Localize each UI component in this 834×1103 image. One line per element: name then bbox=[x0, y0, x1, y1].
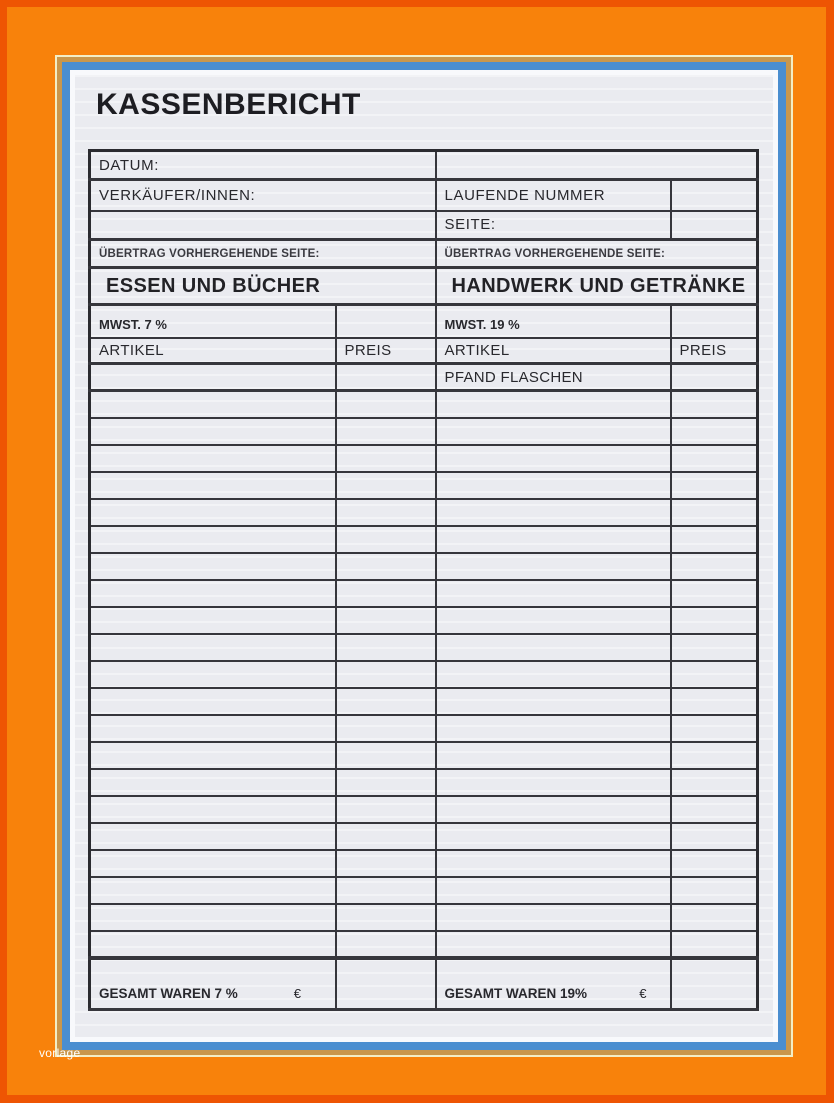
preis-right-cell bbox=[671, 580, 758, 607]
artikel-left-cell bbox=[90, 904, 336, 931]
artikel-left-cell bbox=[90, 850, 336, 877]
section-title-left: ESSEN UND BÜCHER bbox=[90, 268, 436, 305]
preis-right-cell bbox=[671, 715, 758, 742]
verkaeufer-label-cell: VERKÄUFER/INNEN: bbox=[90, 180, 436, 211]
table-row bbox=[90, 418, 758, 445]
preis-right-cell bbox=[671, 769, 758, 796]
datum-value-cell bbox=[436, 151, 758, 180]
artikel-left-cell bbox=[90, 661, 336, 688]
table-row bbox=[90, 634, 758, 661]
column-header-row bbox=[90, 338, 758, 364]
artikel-left-cell bbox=[90, 931, 336, 958]
table-row bbox=[90, 580, 758, 607]
artikel-left-cell bbox=[90, 796, 336, 823]
seite-value-box bbox=[671, 211, 758, 240]
artikel-left-cell bbox=[90, 688, 336, 715]
preis-left-cell bbox=[336, 931, 436, 958]
preis-right-cell bbox=[671, 850, 758, 877]
seite-label-cell: SEITE: bbox=[436, 211, 671, 240]
orange-frame bbox=[7, 7, 826, 1095]
artikel-right-cell bbox=[436, 580, 671, 607]
artikel-right-cell bbox=[436, 418, 671, 445]
artikel-right-header: ARTIKEL bbox=[436, 338, 671, 364]
table-row bbox=[90, 661, 758, 688]
preis-left-cell bbox=[336, 850, 436, 877]
preis-left-cell bbox=[336, 418, 436, 445]
artikel-right-cell bbox=[436, 445, 671, 472]
preis-right-header: PREIS bbox=[671, 338, 758, 364]
preis-left-cell bbox=[336, 877, 436, 904]
preis-right-cell bbox=[671, 796, 758, 823]
verkaeufer-value-cell bbox=[90, 211, 436, 240]
artikel-right-cell bbox=[436, 499, 671, 526]
preis-left-cell bbox=[336, 796, 436, 823]
preis-right-cell bbox=[671, 553, 758, 580]
artikel-right-cell bbox=[436, 931, 671, 958]
artikel-left-cell bbox=[90, 526, 336, 553]
preis-right-cell bbox=[671, 472, 758, 499]
preis-left-cell bbox=[336, 904, 436, 931]
artikel-right-cell bbox=[436, 823, 671, 850]
artikel-left-cell bbox=[90, 391, 336, 418]
artikel-left-cell bbox=[90, 715, 336, 742]
artikel-left-cell bbox=[90, 445, 336, 472]
page-border-blue bbox=[62, 62, 786, 1050]
page-border-white bbox=[70, 70, 778, 1042]
total-left-cell bbox=[90, 958, 336, 1010]
preis-right-cell bbox=[671, 607, 758, 634]
preis-left-cell bbox=[336, 823, 436, 850]
preis-right-cell bbox=[671, 445, 758, 472]
artikel-right-cell bbox=[436, 391, 671, 418]
preis-right-cell bbox=[671, 634, 758, 661]
table-row bbox=[90, 850, 758, 877]
table-row bbox=[90, 796, 758, 823]
preis-right-cell bbox=[671, 526, 758, 553]
datum-row bbox=[90, 151, 758, 180]
artikel-right-cell bbox=[436, 904, 671, 931]
artikel-right-cell bbox=[436, 661, 671, 688]
artikel-left-header: ARTIKEL bbox=[90, 338, 336, 364]
mwst-right-value-cell bbox=[671, 305, 758, 338]
total-right-cell bbox=[436, 958, 671, 1010]
preis-right-cell bbox=[671, 688, 758, 715]
table-row bbox=[90, 742, 758, 769]
table-row bbox=[90, 364, 758, 391]
total-left-value-cell bbox=[336, 958, 436, 1010]
verkaeufer-row bbox=[90, 180, 758, 211]
page-border-cream bbox=[55, 55, 793, 1057]
table-row bbox=[90, 904, 758, 931]
table-row bbox=[90, 877, 758, 904]
uebertrag-right-cell: ÜBERTRAG VORHERGEHENDE SEITE: bbox=[436, 240, 758, 268]
artikel-left-cell bbox=[90, 364, 336, 391]
artikel-left-cell bbox=[90, 472, 336, 499]
artikel-left-cell bbox=[90, 607, 336, 634]
artikel-right-cell bbox=[436, 742, 671, 769]
preis-right-cell bbox=[671, 904, 758, 931]
uebertrag-row bbox=[90, 240, 758, 268]
table-row bbox=[90, 553, 758, 580]
kassenbericht-table bbox=[88, 149, 759, 1011]
artikel-left-cell bbox=[90, 742, 336, 769]
seite-row bbox=[90, 211, 758, 240]
preis-right-cell bbox=[671, 499, 758, 526]
table-row bbox=[90, 931, 758, 958]
total-right-value-cell bbox=[671, 958, 758, 1010]
artikel-left-cell bbox=[90, 823, 336, 850]
uebertrag-left-cell: ÜBERTRAG VORHERGEHENDE SEITE: bbox=[90, 240, 436, 268]
artikel-right-cell bbox=[436, 526, 671, 553]
preis-left-cell bbox=[336, 607, 436, 634]
table-row bbox=[90, 715, 758, 742]
table-row bbox=[90, 769, 758, 796]
section-title-right: HANDWERK UND GETRÄNKE bbox=[436, 268, 758, 305]
preis-left-cell bbox=[336, 661, 436, 688]
artikel-right-cell: PFAND FLASCHEN bbox=[436, 364, 671, 391]
artikel-left-cell bbox=[90, 877, 336, 904]
total-right-label: GESAMT WAREN 19% bbox=[444, 986, 588, 1001]
mwst-left-value-cell bbox=[336, 305, 436, 338]
artikel-right-cell bbox=[436, 850, 671, 877]
preis-left-cell bbox=[336, 526, 436, 553]
artikel-right-cell bbox=[436, 796, 671, 823]
watermark-label: vorlage bbox=[39, 1046, 81, 1060]
artikel-right-cell bbox=[436, 634, 671, 661]
section-title-row bbox=[90, 268, 758, 305]
table-row bbox=[90, 472, 758, 499]
artikel-left-cell bbox=[90, 418, 336, 445]
artikel-left-cell bbox=[90, 553, 336, 580]
page-border-tan bbox=[57, 57, 791, 1055]
artikel-left-cell bbox=[90, 580, 336, 607]
preis-left-cell bbox=[336, 553, 436, 580]
preis-left-header: PREIS bbox=[336, 338, 436, 364]
artikel-right-cell bbox=[436, 769, 671, 796]
table-row bbox=[90, 607, 758, 634]
preis-left-cell bbox=[336, 445, 436, 472]
preis-right-cell bbox=[671, 823, 758, 850]
artikel-left-cell bbox=[90, 769, 336, 796]
artikel-right-cell bbox=[436, 715, 671, 742]
preis-left-cell bbox=[336, 499, 436, 526]
preis-left-cell bbox=[336, 688, 436, 715]
datum-label-cell: DATUM: bbox=[90, 151, 436, 180]
preis-left-cell bbox=[336, 364, 436, 391]
table-row bbox=[90, 823, 758, 850]
preis-left-cell bbox=[336, 742, 436, 769]
table-row bbox=[90, 499, 758, 526]
preis-right-cell bbox=[671, 742, 758, 769]
preis-left-cell bbox=[336, 580, 436, 607]
table-row bbox=[90, 526, 758, 553]
mwst-row bbox=[90, 305, 758, 338]
preis-right-cell bbox=[671, 364, 758, 391]
table-row bbox=[90, 445, 758, 472]
preis-right-cell bbox=[671, 418, 758, 445]
preis-left-cell bbox=[336, 472, 436, 499]
artikel-right-cell bbox=[436, 553, 671, 580]
preis-right-cell bbox=[671, 661, 758, 688]
mwst-left-label-cell: MWST. 7 % bbox=[90, 305, 336, 338]
preis-left-cell bbox=[336, 769, 436, 796]
artikel-right-cell bbox=[436, 472, 671, 499]
total-row bbox=[90, 958, 758, 1010]
artikel-right-cell bbox=[436, 877, 671, 904]
table-row bbox=[90, 391, 758, 418]
preis-left-cell bbox=[336, 391, 436, 418]
preis-right-cell bbox=[671, 931, 758, 958]
preis-right-cell bbox=[671, 877, 758, 904]
preis-left-cell bbox=[336, 634, 436, 661]
euro-sign-left: € bbox=[293, 986, 301, 1001]
mwst-right-label-cell: MWST. 19 % bbox=[436, 305, 671, 338]
laufende-nummer-label-cell: LAUFENDE NUMMER bbox=[436, 180, 671, 211]
artikel-right-cell bbox=[436, 607, 671, 634]
laufende-nummer-value-box bbox=[671, 180, 758, 211]
euro-sign-right: € bbox=[639, 986, 647, 1001]
total-left-label: GESAMT WAREN 7 % bbox=[99, 986, 238, 1001]
artikel-right-cell bbox=[436, 688, 671, 715]
table-row bbox=[90, 688, 758, 715]
form-page bbox=[75, 75, 773, 1037]
artikel-left-cell bbox=[90, 634, 336, 661]
page-title: KASSENBERICHT bbox=[96, 88, 361, 121]
preis-right-cell bbox=[671, 391, 758, 418]
preis-left-cell bbox=[336, 715, 436, 742]
artikel-left-cell bbox=[90, 499, 336, 526]
